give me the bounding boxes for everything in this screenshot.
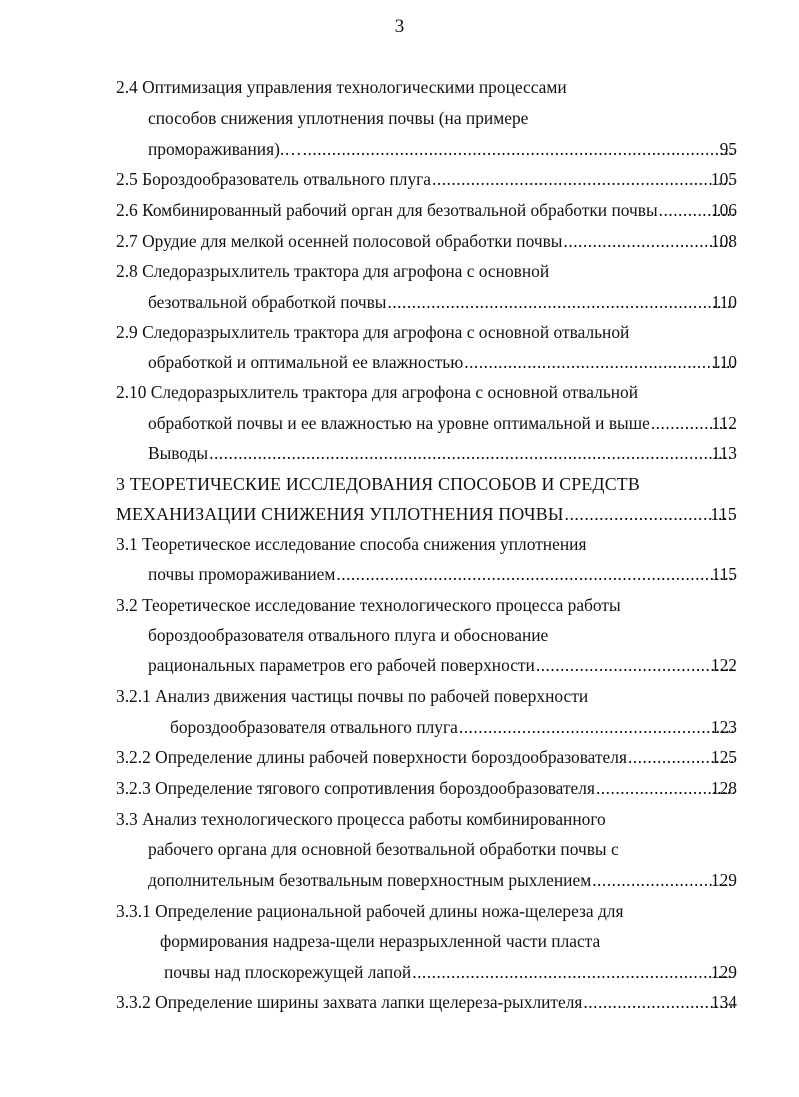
toc-entry-page: 122 [710, 655, 737, 675]
toc-entry-text [116, 592, 621, 618]
toc-entry [0, 166, 799, 192]
toc-entry [0, 867, 799, 893]
toc-entry-title: 3.3.2 Определение ширины захвата лапки щелереза-рыхлителя [116, 992, 583, 1012]
toc-entry-text [148, 349, 735, 375]
dot-leader [209, 440, 734, 466]
toc-entry-text [148, 440, 735, 466]
toc-entry-title: 3.2.1 Анализ движения частицы почвы по рабочей поверхности [116, 686, 589, 706]
toc-entry-title: 3.3 Анализ технологического процесса работы комбинированного [116, 809, 606, 829]
toc-entry-text [148, 105, 528, 131]
toc-entry-title: 3 ТЕОРЕТИЧЕСКИЕ ИССЛЕДОВАНИЯ СПОСОБОВ И СРЕДСТВ [116, 474, 640, 494]
toc-entry [0, 349, 799, 375]
toc-entry-title: бороздообразователя отвального плуга и обоснование [148, 625, 549, 645]
toc-entry-page: 113 [711, 443, 737, 463]
toc-entry-text [170, 714, 735, 740]
toc-entry-text [148, 622, 548, 648]
toc-entry-text [116, 471, 640, 497]
toc-entry-title: дополнительным безотвальным поверхностным рыхлением [148, 870, 592, 890]
dot-leader [432, 166, 734, 192]
toc-entry-text [116, 166, 735, 192]
toc-entry [0, 898, 799, 924]
toc-entry [0, 197, 799, 223]
toc-entry-title: МЕХАНИЗАЦИИ СНИЖЕНИЯ УПЛОТНЕНИЯ ПОЧВЫ [116, 504, 564, 524]
toc-entry-title: 2.4 Оптимизация управления технологическими процессами [116, 77, 567, 97]
dot-leader [303, 136, 734, 162]
toc-entry [0, 74, 799, 100]
page-number: 3 [394, 16, 405, 37]
toc-entry-title: обработкой почвы и ее влажностью на уровне оптимальной и выше [148, 413, 650, 433]
toc-entry [0, 319, 799, 345]
toc-entry-page: 134 [710, 992, 737, 1012]
toc-entry [0, 959, 799, 985]
toc-entry [0, 105, 799, 131]
toc-entry [0, 228, 799, 254]
toc-entry-title: Выводы [148, 443, 209, 463]
toc-entry-page: 123 [710, 717, 737, 737]
toc-entry-page: 95 [719, 139, 737, 159]
toc-entry-title: 3.3.1 Определение рациональной рабочей длины ножа-щелереза для [116, 901, 624, 921]
toc-entry-page: 105 [710, 169, 737, 189]
toc-entry [0, 379, 799, 405]
toc-entry-title: рабочего органа для основной безотвальной обработки почвы с [148, 839, 619, 859]
toc-entry-title: промораживания).… [148, 139, 302, 159]
toc-entry [0, 928, 799, 954]
toc-entry-text [148, 652, 735, 678]
toc-entry [0, 775, 799, 801]
toc-entry-text [148, 410, 735, 436]
toc-entry-text [148, 561, 735, 587]
toc-entry [0, 258, 799, 284]
toc-entry-page: 115 [711, 564, 737, 584]
toc-entry-title: 3.2 Теоретическое исследование технологического процесса работы [116, 595, 621, 615]
toc-entry [0, 531, 799, 557]
toc-entry-title: бороздообразователя отвального плуга [170, 717, 458, 737]
toc-entry-title: безотвальной обработкой почвы [148, 292, 387, 312]
toc-entry [0, 714, 799, 740]
toc-entry-page: 112 [711, 413, 737, 433]
toc-entry-text [116, 379, 638, 405]
toc-entry-page: 106 [710, 200, 737, 220]
toc-entry-text [116, 228, 735, 254]
toc-entry-title: 2.9 Следоразрыхлитель трактора для агрофона с основной отвальной [116, 322, 630, 342]
toc-entry [0, 440, 799, 466]
toc-entry-text [116, 319, 629, 345]
toc-entry-text [148, 836, 619, 862]
toc-entry-title: 3.2.2 Определение длины рабочей поверхности бороздообразователя [116, 747, 627, 767]
toc-entry-text [116, 74, 567, 100]
toc-entry-page: 110 [711, 292, 737, 312]
toc-entry [0, 744, 799, 770]
dot-leader [412, 959, 734, 985]
toc-entry [0, 471, 799, 497]
toc-entry-text [148, 867, 735, 893]
dot-leader [459, 714, 734, 740]
toc-entry-title: 2.5 Бороздообразователь отвального плуга [116, 169, 432, 189]
toc-entry-title: формирования надреза-щели неразрыхленной части пласта [160, 931, 601, 951]
dot-leader [464, 349, 734, 375]
toc-entry [0, 410, 799, 436]
toc-entry [0, 683, 799, 709]
toc-entry-page: 128 [710, 778, 737, 798]
toc-entry [0, 136, 799, 162]
toc-entry-page: 125 [710, 747, 737, 767]
toc-entry-text [116, 258, 549, 284]
toc-entry-title: 3.1 Теоретическое исследование способа снижения уплотнения [116, 534, 587, 554]
toc-entry [0, 989, 799, 1015]
toc-entry-title: 2.8 Следоразрыхлитель трактора для агрофона с основной [116, 261, 550, 281]
toc-entry-title: почвы промораживанием [148, 564, 336, 584]
toc-entry-text [116, 806, 606, 832]
toc-entry-text [116, 744, 735, 770]
toc-entry-page: 129 [710, 870, 737, 890]
toc-entry-title: 3.2.3 Определение тягового сопротивления бороздообразователя [116, 778, 595, 798]
toc-entry-text [116, 775, 735, 801]
toc-entry-page: 108 [710, 231, 737, 251]
toc-entry-text [116, 898, 623, 924]
toc-entry-title: рациональных параметров его рабочей поверхности [148, 655, 535, 675]
toc-entry-title: способов снижения уплотнения почвы (на примере [148, 108, 529, 128]
toc-entry-text [116, 501, 735, 527]
toc-entry-text [116, 683, 588, 709]
toc-entry-text [116, 989, 735, 1015]
toc-entry-text [116, 197, 735, 223]
toc-entry [0, 592, 799, 618]
toc-entry [0, 622, 799, 648]
toc-entry-page: 129 [710, 962, 737, 982]
toc-entry [0, 652, 799, 678]
toc-entry-text [164, 959, 735, 985]
toc-entry-page: 115 [710, 504, 737, 524]
toc-entry-title: 2.10 Следоразрыхлитель трактора для агрофона с основной отвальной [116, 382, 639, 402]
toc-entry-title: обработкой и оптимальной ее влажностью [148, 352, 464, 372]
toc-entry-page: 110 [711, 352, 737, 372]
toc-entry [0, 501, 799, 527]
toc-entry [0, 836, 799, 862]
dot-leader [336, 561, 734, 587]
toc-entry-title: 2.7 Орудие для мелкой осенней полосовой обработки почвы [116, 231, 563, 251]
toc-entry [0, 561, 799, 587]
toc-entry-title: 2.6 Комбинированный рабочий орган для безотвальной обработки почвы [116, 200, 658, 220]
toc-entry [0, 289, 799, 315]
toc-entry [0, 806, 799, 832]
toc-entry-text [148, 136, 735, 162]
toc-entry-text [116, 531, 586, 557]
toc-entry-text [160, 928, 600, 954]
toc-entry-title: почвы над плоскорежущей лапой [164, 962, 412, 982]
dot-leader [387, 289, 734, 315]
toc-entry-text [148, 289, 735, 315]
